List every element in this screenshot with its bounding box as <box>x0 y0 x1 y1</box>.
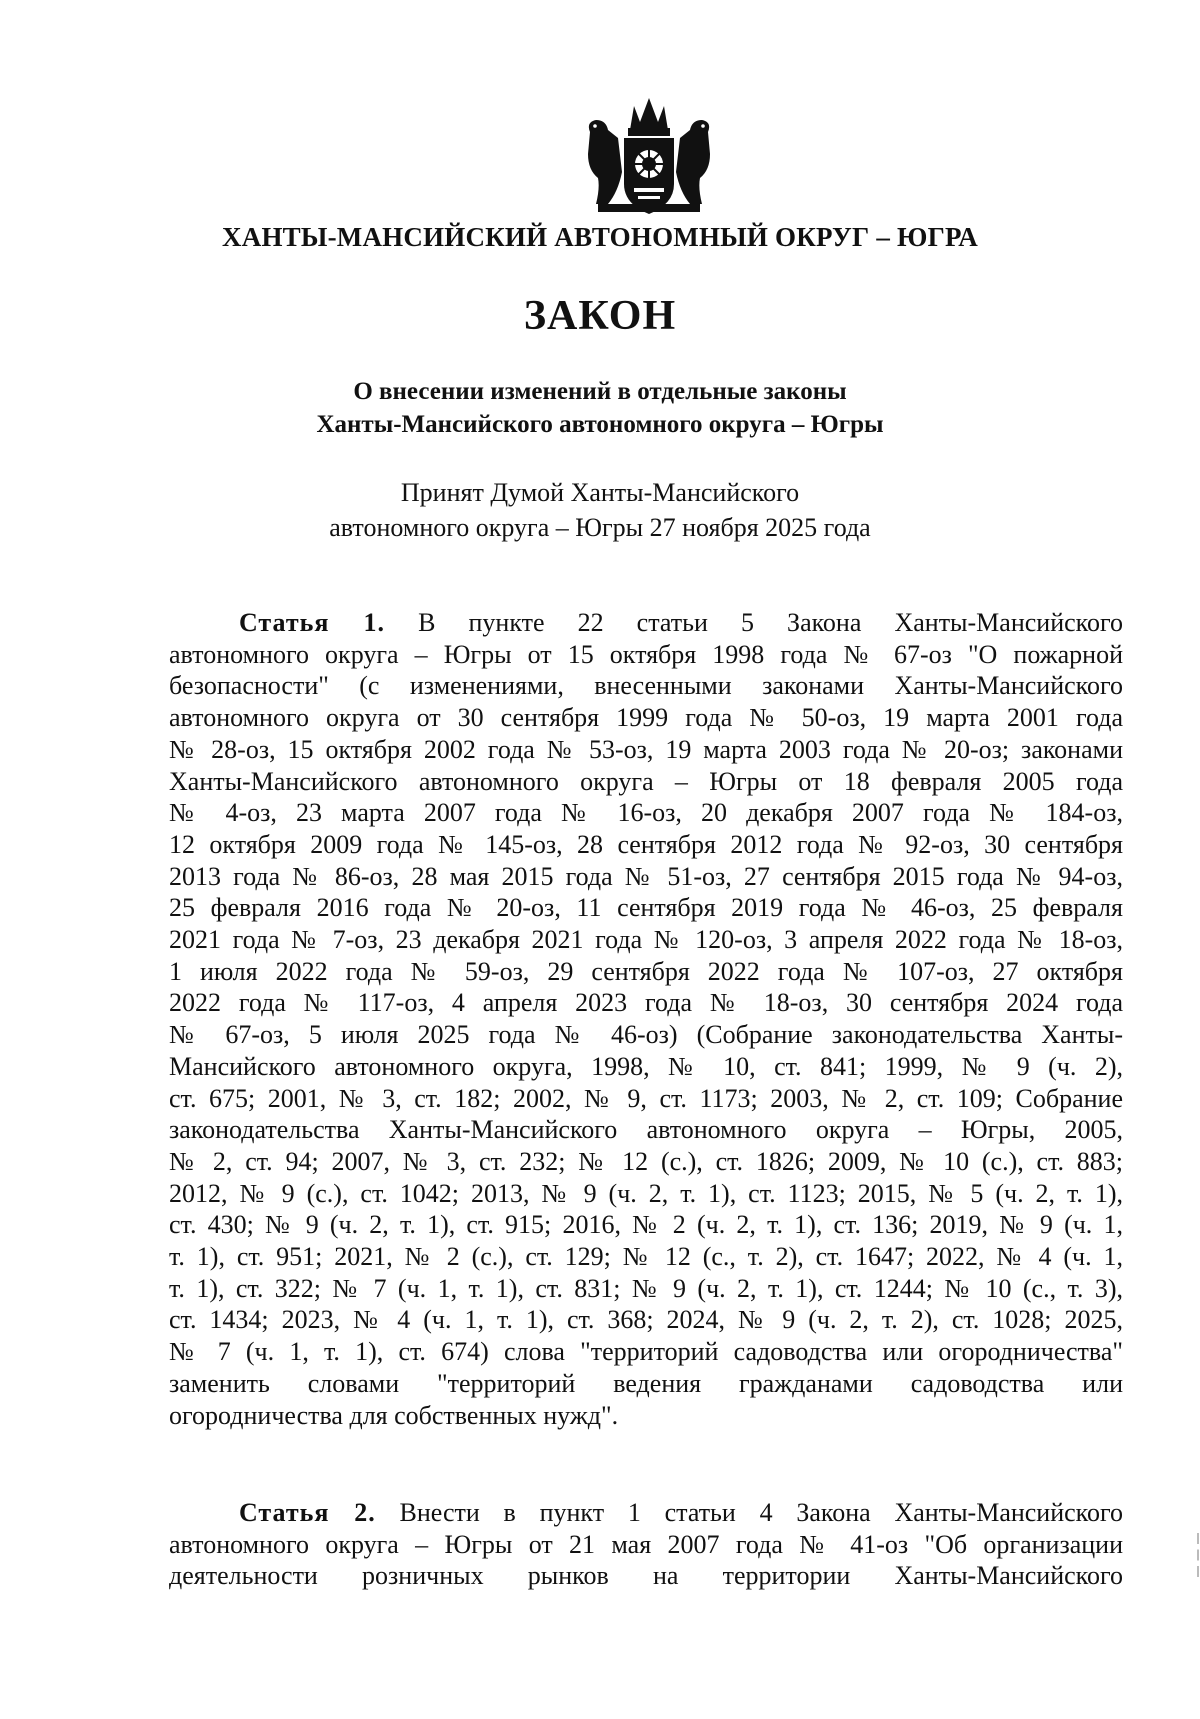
article-line-text: т. 1), ст. 322; № 7 (ч. 1, т. 1), ст. 831; № 9 (ч. 2, т. 1), ст. 1244; № 10 (с., т. 3), <box>169 1273 1123 1303</box>
article-line <box>169 1209 1123 1241</box>
article-line <box>169 1497 1123 1529</box>
article-line-text: заменить словами "территорий ведения гражданами садоводства или <box>169 1368 1123 1398</box>
coat-of-arms-icon <box>578 92 720 220</box>
article-line-text: безопасности" (с изменениями, внесенными законами Ханты-Мансийского <box>169 671 1123 701</box>
article-line <box>169 1083 1123 1115</box>
article-line-text: т. 1), ст. 951; 2021, № 2 (с.), ст. 129; № 12 (с., т. 2), ст. 1647; 2022, № 4 (ч. 1, <box>169 1242 1123 1272</box>
article-line <box>169 1560 1123 1592</box>
article-line-text: законодательства Ханты-Мансийского автономного округа – Югры, 2005, <box>169 1115 1123 1145</box>
article-line <box>169 1273 1123 1305</box>
article-line-text: Внести в пункт 1 статьи 4 Закона Ханты-Мансийского <box>399 1498 1124 1527</box>
article-line <box>169 670 1123 702</box>
article-line <box>169 1019 1123 1051</box>
article-line-text: огородничества для собственных нужд". <box>169 1400 619 1430</box>
article-line <box>169 1114 1123 1146</box>
region-heading: ХАНТЫ-МАНСИЙСКИЙ АВТОНОМНЫЙ ОКРУГ – ЮГРА <box>222 222 978 252</box>
article-line-text: № 7 (ч. 1, т. 1), ст. 674) слова "территорий садоводства или огородничества" <box>169 1337 1123 1367</box>
article-line-text: 25 февраля 2016 года № 20-оз, 11 сентября 2019 года № 46-оз, 25 февраля <box>169 893 1123 923</box>
article-line <box>169 797 1123 829</box>
article-line-text: 2012, № 9 (с.), ст. 1042; 2013, № 9 (ч. 2, т. 1), ст. 1123; 2015, № 5 (ч. 2, т. 1), <box>169 1178 1123 1208</box>
article-line <box>169 1336 1123 1368</box>
adoption-note <box>0 475 1200 545</box>
article-label: Статья 2. <box>239 1498 376 1527</box>
subject-line-2: Ханты-Мансийского автономного округа – Югры <box>316 411 884 438</box>
article-line <box>169 1146 1123 1178</box>
law-subject <box>0 375 1200 441</box>
adoption-line-2: автономного округа – Югры 27 ноября 2025 года <box>329 513 871 542</box>
article-line <box>169 607 1123 639</box>
article-line-text: автономного округа – Югры от 21 мая 2007 года № 41-оз "Об организации <box>169 1529 1123 1559</box>
article-line-text: Мансийского автономного округа, 1998, № 10, ст. 841; 1999, № 9 (ч. 2), <box>169 1051 1123 1081</box>
article-line <box>169 1241 1123 1273</box>
article-line <box>169 1368 1123 1400</box>
article-line-text: 1 июля 2022 года № 59-оз, 29 сентября 2022 года № 107-оз, 27 октября <box>169 956 1123 986</box>
article-line <box>169 829 1123 861</box>
subject-line-1: О внесении изменений в отдельные законы <box>353 378 847 405</box>
article-line-text: ст. 1434; 2023, № 4 (ч. 1, т. 1), ст. 368; 2024, № 9 (ч. 2, т. 2), ст. 1028; 2025, <box>169 1305 1123 1335</box>
article-line <box>169 861 1123 893</box>
document-type-title: ЗАКОН <box>523 293 677 339</box>
article-line-text: Ханты-Мансийского автономного округа – Югры от 18 февраля 2005 года <box>169 766 1123 796</box>
article-line <box>169 892 1123 924</box>
article-line <box>169 1178 1123 1210</box>
article-label: Статья 1. <box>239 608 386 637</box>
article-line <box>169 766 1123 798</box>
article-line <box>169 702 1123 734</box>
article-line-text: ст. 430; № 9 (ч. 2, т. 1), ст. 915; 2016, № 2 (ч. 2, т. 1), ст. 136; 2019, № 9 (ч. 1, <box>169 1210 1123 1240</box>
article-line-text: В пункте 22 статьи 5 Закона Ханты-Мансийского <box>418 608 1123 637</box>
article-line <box>169 956 1123 988</box>
article-line-text: 12 октября 2009 года № 145-оз, 28 сентября 2012 года № 92-оз, 30 сентября <box>169 829 1123 859</box>
article-line <box>169 734 1123 766</box>
article-1 <box>169 607 1123 1431</box>
article-line-text: 2022 года № 117-оз, 4 апреля 2023 года № 18-оз, 30 сентября 2024 года <box>169 988 1123 1018</box>
article-line-text: № 28-оз, 15 октября 2002 года № 53-оз, 19 марта 2003 года № 20-оз; законами <box>169 734 1123 764</box>
article-line-text: ст. 675; 2001, № 3, ст. 182; 2002, № 9, ст. 1173; 2003, № 2, ст. 109; Собрание <box>169 1083 1123 1113</box>
article-line-text: № 4-оз, 23 марта 2007 года № 16-оз, 20 декабря 2007 года № 184-оз, <box>169 798 1123 828</box>
article-line-text: деятельности розничных рынков на территории Ханты-Мансийского <box>169 1561 1123 1591</box>
article-line <box>169 987 1123 1019</box>
article-line <box>169 1051 1123 1083</box>
article-line <box>169 924 1123 956</box>
article-line-text: 2021 года № 7-оз, 23 декабря 2021 года № 120-оз, 3 апреля 2022 года № 18-оз, <box>169 925 1123 955</box>
article-line-text: автономного округа – Югры от 15 октября 1998 года № 67-оз "О пожарной <box>169 639 1123 669</box>
scan-edge-mark <box>1197 1533 1199 1588</box>
article-line <box>169 1400 1123 1432</box>
article-2 <box>169 1497 1123 1592</box>
article-line-text: 2013 года № 86-оз, 28 мая 2015 года № 51-оз, 27 сентября 2015 года № 94-оз, <box>169 861 1123 891</box>
adoption-line-1: Принят Думой Ханты-Мансийского <box>400 478 800 507</box>
article-line-text: автономного округа от 30 сентября 1999 года № 50-оз, 19 марта 2001 года <box>169 703 1123 733</box>
article-line <box>169 1529 1123 1561</box>
article-line <box>169 1304 1123 1336</box>
article-line-text: № 2, ст. 94; 2007, № 3, ст. 232; № 12 (с.), ст. 1826; 2009, № 10 (с.), ст. 883; <box>169 1146 1123 1176</box>
article-line-text: № 67-оз, 5 июля 2025 года № 46-оз) (Собрание законодательства Ханты- <box>169 1020 1123 1050</box>
article-line <box>169 639 1123 671</box>
